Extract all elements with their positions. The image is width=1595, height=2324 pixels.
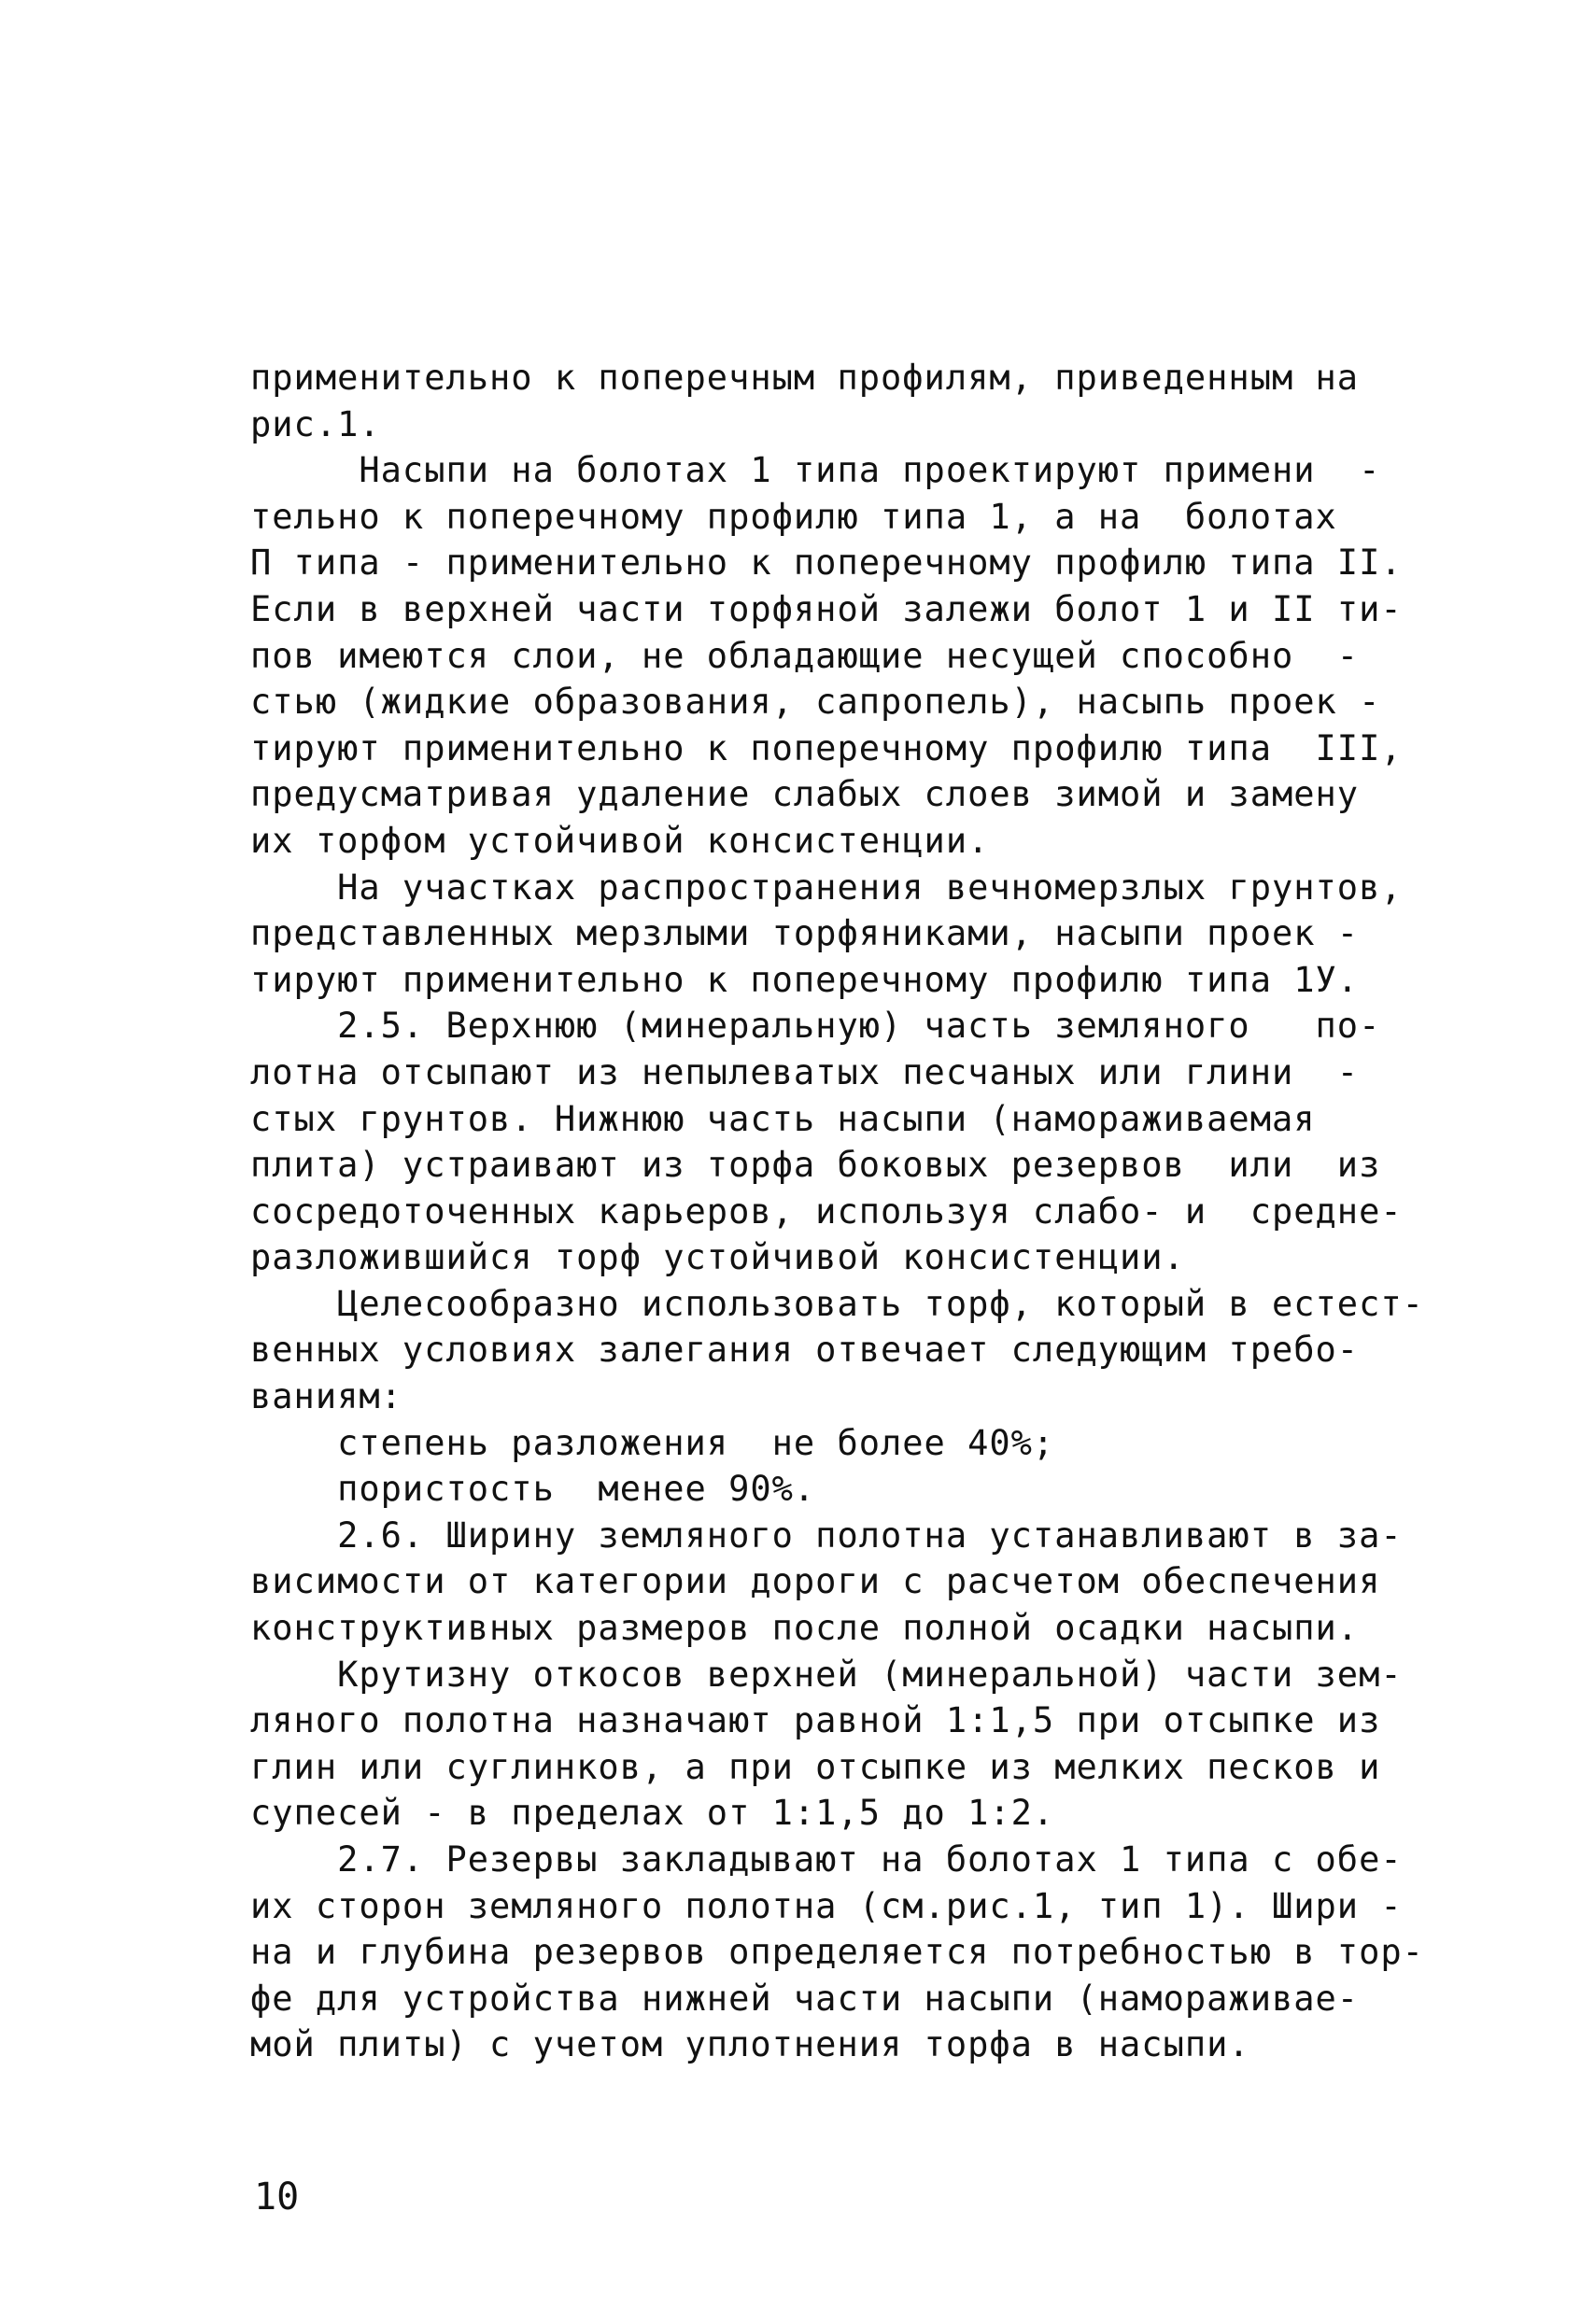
text-line: супесей - в пределах от 1:1,5 до 1:2. <box>250 1793 1055 1834</box>
text-line: 2.6. Ширину земляного полотна устанавливают в за- <box>250 1514 1403 1556</box>
body-text <box>250 355 1464 2068</box>
text-line: тируют применительно к поперечному профилю типа 1У. <box>250 959 1360 1000</box>
text-line: рис.1. <box>250 403 381 444</box>
text-line: П типа - применительно к поперечному профилю типа II. <box>250 542 1403 584</box>
text-line: предусматривая удаление слабых слоев зимой и замену <box>250 774 1360 815</box>
text-line: ляного полотна назначают равной 1:1,5 при отсыпке из <box>250 1700 1381 1741</box>
text-line: глин или суглинков, а при отсыпке из мелких песков и <box>250 1746 1381 1787</box>
text-line: сосредоточенных карьеров, используя слабо- и средне- <box>250 1190 1403 1232</box>
text-line: 2.5. Верхнюю (минеральную) часть земляного по- <box>250 1006 1381 1047</box>
text-line: висимости от категории дороги с расчетом обеспечения <box>250 1561 1381 1602</box>
text-line: лотна отсыпают из непылеватых песчаных или глини - <box>250 1051 1360 1092</box>
text-line: плита) устраивают из торфа боковых резервов или из <box>250 1145 1381 1186</box>
text-line: степень разложения не более 40%; <box>250 1422 1055 1463</box>
text-line: применительно к поперечным профилям, приведенным на <box>250 358 1360 398</box>
text-line: Если в верхней части торфяной залежи болот 1 и II ти- <box>250 588 1403 629</box>
text-line: разложившийся торф устойчивой консистенции. <box>250 1237 1185 1278</box>
text-line: стью (жидкие образования, сапропель), насыпь проек - <box>250 682 1381 723</box>
text-line: фе для устройства нижней части насыпи (намораживае- <box>250 1978 1360 2019</box>
text-line: их сторон земляного полотна (см.рис.1, тип 1). Шири - <box>250 1885 1403 1926</box>
text-line: конструктивных размеров после полной осадки насыпи. <box>250 1608 1360 1649</box>
text-line: 2.7. Резервы закладывают на болотах 1 типа с обе- <box>250 1839 1403 1880</box>
text-line: На участках распространения вечномерзлых грунтов, <box>250 866 1403 908</box>
page-number: 10 <box>254 2176 300 2218</box>
text-line: ваниям: <box>250 1376 402 1417</box>
text-line: их торфом устойчивой консистенции. <box>250 820 990 861</box>
text-line: на и глубина резервов определяется потребностью в тор- <box>250 1932 1424 1973</box>
text-line: пов имеются слои, не обладающие несущей способно - <box>250 635 1360 676</box>
text-line: пористость менее 90%. <box>250 1469 816 1510</box>
text-line: представленных мерзлыми торфяниками, насыпи проек - <box>250 913 1360 954</box>
text-line: мой плиты) с учетом уплотнения торфа в насыпи. <box>250 2024 1250 2065</box>
text-line: Крутизну откосов верхней (минеральной) части зем- <box>250 1654 1403 1695</box>
text-line: Целесообразно использовать торф, который в естест- <box>250 1283 1424 1324</box>
text-line: тируют применительно к поперечному профилю типа III, <box>250 727 1403 768</box>
text-line: венных условиях залегания отвечает следующим требо- <box>250 1330 1360 1371</box>
text-line: стых грунтов. Нижнюю часть насыпи (намораживаемая <box>250 1098 1316 1139</box>
text-line: Насыпи на болотах 1 типа проектируют примени - <box>250 450 1381 491</box>
text-line: тельно к поперечному профилю типа 1, а на болотах <box>250 496 1337 537</box>
